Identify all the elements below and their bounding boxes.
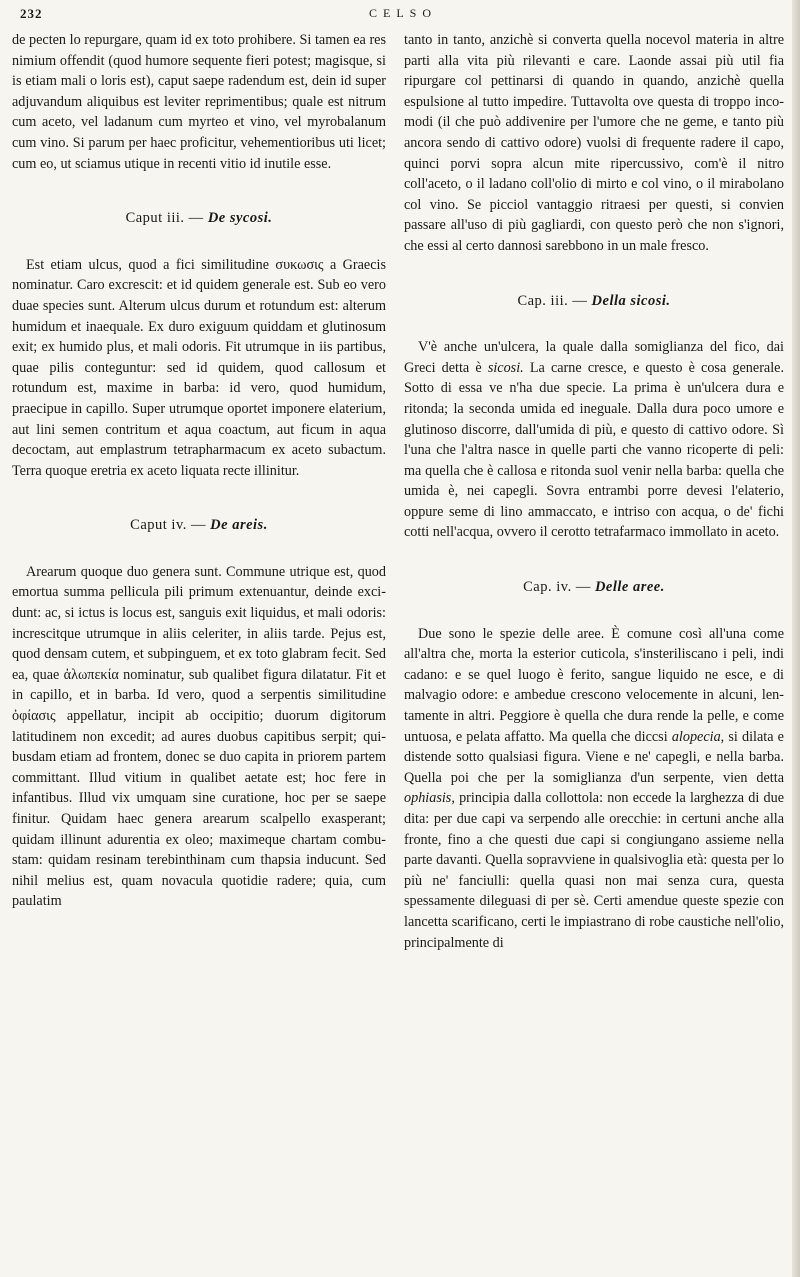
chapter-title: De sycosi. [207, 210, 273, 227]
chapter-label: Cap. iii. — [517, 292, 588, 309]
term-alopecia: alopecia [671, 728, 721, 745]
chapter-label: Caput iii. — [125, 210, 204, 227]
chapter-label: Cap. iv. — [523, 579, 591, 596]
italian-chapter-3-heading [404, 291, 784, 312]
text-run: , principia dalla collottola: non eccede la larghezza di due dita: per due capi va serpendo alle orecchie: in certuni anche alla fronte, fino a che questi due capi si congiungano assieme nella parte davanti. Quella sopravviene in qualsivoglia età: questa per lo più ne' fanciulli: quella quasi non mai senza cura, questa spessamente dileguasi di per sè. Certi amendue queste spezie con lancetta scarificano, certi le impiastrano di robe caustiche nell'olio, principalmente di [404, 790, 784, 951]
chapter-title: Delle aree. [594, 579, 665, 596]
latin-paragraph-1: de pecten lo repurgare, quam id ex toto prohibere. Si tamen ea res nimium offendit (quod humore sequente fieri potest; magisque, si is etiam mali o loris est), caput saepe radendum est, dein id super adjuvandum aliquibus est leviter reprimentibus; quale est nitrum cum aceto, vel ladanum cum myrteo et vino, vel myrobalanum cum vino. Si parum per haec proficitur, vehementioribus uti licet; cum eo, ut sciamus utique in recenti vitio id inutile esse. [12, 32, 386, 172]
latin-column [12, 30, 386, 912]
running-header [20, 6, 786, 28]
latin-paragraph-3: Arearum quoque duo genera sunt. Commune utrique est, quod emortua summa pellicula pili primum extenuantur, deinde excidunt: ac, si ictus is locus est, sanguis exit liquidus, et mali odoris: increscitque utrumque in aliis celeriter, in aliis tarde. Pejus est, quod densam cutem, et subpinguem, et ex toto glabram fecit. Sed ea, quae ἀλωπεκία nominatur, sub qualibet figura dilatatur. Fit et in capillo, et in barba. Id vero, quod a serpentis similitudine ὀφίασις appellatur, incipit ab occipitio; duorum digitorum latitudinem non excedit; ad aures duobus capitibus serpit; quibusdam etiam ad frontem, donec se duo capita in priorem partem committant. Illud vitium in qualibet aetate est; hoc fere in infantibus. Illud vix umquam sine curatione, hoc per se saepe finitur. Quidam haec genera arearum scalpello exasperant; quidam illinunt adurentia ex oleo; maximeque chartam combustam: quidam resinam terebinthinam cum thapsia inducunt. Sed nihil melius est, quam novacula quotidie radere; quia, cum paulatim [12, 563, 386, 910]
running-title: CELSO [368, 6, 437, 20]
text-run: V'è anche un'ulcera, la quale dalla somiglianza del fico, dai Greci detta è [404, 339, 784, 376]
italian-chapter-4-heading [404, 577, 784, 598]
term-ophiasis: ophiasis [404, 790, 452, 807]
text-run: La carne cresce, e questo è cosa generale. Sotto di essa ve n'ha due specie. La prima è un'ulcera dura e ritonda; la seconda umida ed ineguale. Dalla dura poco umore e glutinoso discorre, dall'umida di più, e questo di cattivo odore. Sì l'una che l'altra nasce in quelle parti che vanno ricoperte di peli: ma quella che è callosa e ritonda suol venir nella barba: quella che umida è, nei capegli. Sovra entrambi porre devesi l'elaterio, oppure seme di lino ammaccato, e intriso con acqua, o de' fichi cotti nell'acqua, ovvero il cerotto tetrafarmaco immollato in aceto. [404, 359, 784, 541]
italian-paragraph-3 [404, 624, 784, 954]
latin-chapter-3-heading [12, 208, 386, 229]
italian-paragraph-2 [404, 337, 784, 543]
italian-paragraph-1: tanto in tanto, anzichè si converta quella nocevol materia in altre parti alla vita più rilevanti e care. Laonde assai più util fia ripurgare col pettinarsi di quando in quando, anzichè quella espulsione al tutto impedire. Tuttavolta ove questa di troppo incomodi (il che può addivenire per l'umore che ne geme, e tanto più ancora sendo di cattivo odore) vuolsi di frequente radere il capo, quinci porvi sopra alcun mite ripercussivo, com'è il nitro coll'aceto, o il ladano coll'olio di mirto e col vino, o il mirabolano col vino. Se picciol vantaggio ritraesi per questi, si convien passare all'uso di più gagliardi, con questo però che non s'ignori, che essi al certo dannosi sarebbono in un male fresco. [404, 32, 784, 254]
chapter-label: Caput iv. — [130, 517, 207, 534]
chapter-title: Della sicosi. [591, 292, 671, 309]
latin-chapter-4-heading [12, 515, 386, 536]
term-sicosi: sicosi. [487, 359, 524, 376]
text-run: Due sono le spezie delle aree. È comune così all'una come all'altra che, morta la esterior cuticola, s'insteriliscano i peli, indi cadano: e se quel luogo è ferito, sangue liquido ne esce, e di malvagio odore: e ambedue crescono velocemente in alcuni, lentamente in altri. Peggiore è quella che dura rende la pelle, e come untuosa, e pelata affatto. Ma quella che diccsi [404, 625, 784, 745]
page-edge-shadow [792, 0, 800, 1277]
italian-column [404, 30, 784, 953]
chapter-title: De areis. [210, 517, 268, 534]
page-number: 232 [20, 6, 43, 21]
latin-paragraph-2: Est etiam ulcus, quod a fici similitudine συκωσις a Graecis nominatur. Caro excrescit: et id quidem generale est. Sub eo vero duae species sunt. Alterum ulcus durum et rotundum est: alterum humidum et inaequale. Ex duro exiguum quiddam et glutinosum exit; ex humido plus, et mali odoris. Fit utrumque in iis partibus, quae pilis conteguntur: sed id quidem, quod callosum et rotundum est, maxime in barba: id vero, quod humidum, praecipue in capillo. Super utrumque oportet imponere elaterium, aut lini semen contritum et aqua coactum, aut ficum in aqua decoctam, aut emplastrum tetrapharmacum ex aceto subactum. Terra quoque eretria ex aceto liquata recte illinitur. [12, 256, 386, 479]
text-run: , si dilata e distende sotto qualsiasi figura. Viene e ne' capegli, e nella barba. Quella poi che per la somiglianza d'un serpente, vien detta [404, 728, 784, 786]
